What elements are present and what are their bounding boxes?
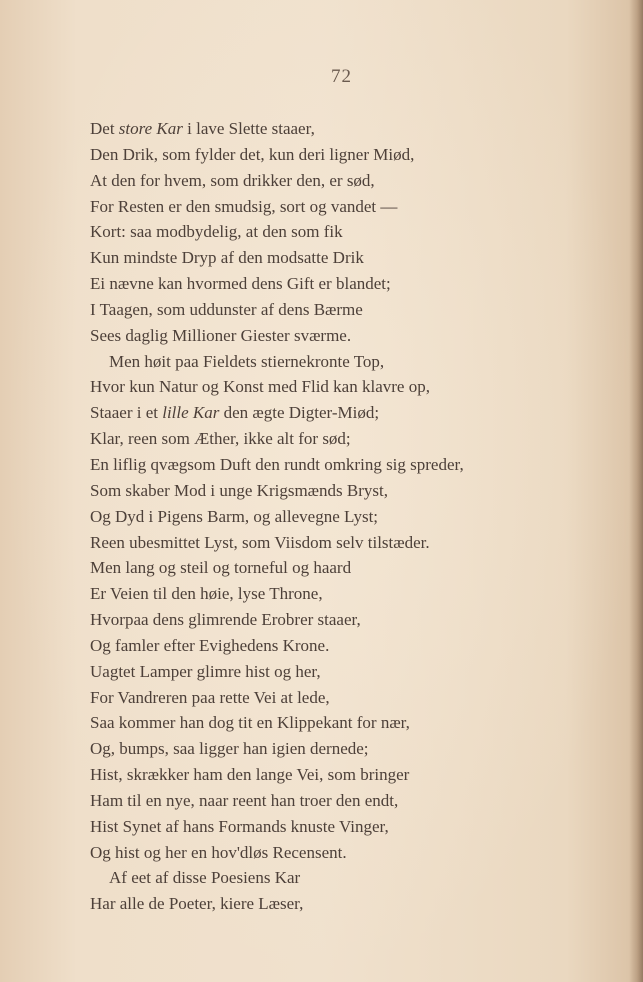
poem-line-segment: Hist Synet af hans Formands knuste Vinger, (90, 816, 389, 836)
poem-line-segment: En liflig qvægsom Duft den rundt omkring sig spreder, (90, 454, 464, 474)
poem-line-segment: Hist, skrækker ham den lange Vei, som bringer (90, 765, 410, 785)
poem-line (90, 581, 610, 607)
poem-line-segment: Er Veien til den høie, lyse Throne, (90, 584, 323, 604)
poem-line (90, 607, 610, 633)
page-number: 72 (331, 66, 352, 87)
poem-line (90, 891, 610, 917)
poem-line-segment: Klar, reen som Æther, ikke alt for sød; (90, 429, 351, 449)
poem-line-segment: Kun mindste Dryp af den modsatte Drik (90, 248, 364, 268)
poem-line-italic-segment: lille Kar (162, 403, 220, 423)
poem-line-segment: Reen ubesmittet Lyst, som Viisdom selv tilstæder. (90, 532, 430, 552)
page-edge-shadow (629, 0, 643, 982)
poem-line (90, 452, 610, 478)
poem-line (90, 478, 610, 504)
poem-line-italic-segment: store Kar (118, 119, 183, 138)
poem-text (90, 116, 610, 917)
poem-line (90, 788, 610, 814)
poem-line (90, 814, 610, 840)
poem-line-segment: I Taagen, som uddunster af dens Bærme (90, 299, 363, 319)
poem-line (90, 142, 610, 168)
poem-line-segment: Har alle de Poeter, kiere Læser, (90, 894, 304, 914)
poem-line (90, 840, 610, 866)
poem-line-segment: For Vandreren paa rette Vei at lede, (90, 687, 330, 707)
poem-line (90, 762, 610, 788)
poem-line-segment: Hvor kun Natur og Konst med Flid kan klavre op, (90, 377, 430, 397)
poem-line-segment: Kort: saa modbydelig, at den som fik (90, 222, 343, 242)
poem-line (90, 168, 610, 194)
poem-line-segment: Og famler efter Evighedens Krone. (90, 635, 330, 655)
poem-line (90, 659, 610, 685)
poem-line (90, 297, 610, 323)
poem-line-segment: i lave Slette staaer, (182, 119, 315, 138)
poem-line-segment: Men høit paa Fieldets stiernekronte Top, (109, 351, 385, 371)
poem-line (90, 245, 610, 271)
poem-line-segment: Hvorpaa dens glimrende Erobrer staaer, (90, 610, 361, 630)
poem-line-segment: Staaer i et (90, 403, 163, 423)
poem-line (90, 633, 610, 659)
poem-line (90, 426, 610, 452)
poem-line-segment: At den for hvem, som drikker den, er sød, (90, 170, 375, 190)
poem-line-segment: Ei nævne kan hvormed dens Gift er blandet; (90, 274, 391, 294)
poem-line-segment: Ham til en nye, naar reent han troer den endt, (90, 790, 399, 810)
poem-line (90, 736, 610, 762)
poem-line (90, 323, 610, 349)
poem-line (90, 271, 610, 297)
poem-line-segment: Og, bumps, saa ligger han igien dernede; (90, 739, 369, 759)
poem-line-segment: Sees daglig Millioner Giester sværme. (90, 325, 352, 345)
poem-line (90, 349, 610, 375)
poem-line (90, 504, 610, 530)
poem-line (90, 555, 610, 581)
poem-line-segment: Det (90, 119, 119, 138)
poem-line (90, 219, 610, 245)
poem-line (90, 685, 610, 711)
poem-line-segment: For Resten er den smudsig, sort og vandet — (90, 196, 398, 216)
poem-line-segment: Og Dyd i Pigens Barm, og allevegne Lyst; (90, 506, 379, 526)
poem-line (90, 865, 610, 891)
poem-line (90, 374, 610, 400)
poem-line (90, 194, 610, 220)
poem-line-segment: Og hist og her en hov'dløs Recensent. (90, 842, 347, 862)
poem-line (90, 116, 610, 142)
poem-line-segment: Den Drik, som fylder det, kun deri ligner Miød, (90, 144, 415, 164)
poem-line-segment: Som skaber Mod i unge Krigsmænds Bryst, (90, 480, 388, 500)
poem-line-segment: Men lang og steil og torneful og haard (90, 558, 352, 578)
poem-line (90, 400, 610, 426)
poem-line (90, 530, 610, 556)
poem-line-segment: Saa kommer han dog tit en Klippekant for nær, (90, 713, 410, 733)
poem-line-segment: den ægte Digter-Miød; (219, 403, 380, 423)
poem-line-segment: Uagtet Lamper glimre hist og her, (90, 661, 321, 681)
poem-line-segment: Af eet af disse Poesiens Kar (109, 868, 301, 888)
poem-line (90, 710, 610, 736)
